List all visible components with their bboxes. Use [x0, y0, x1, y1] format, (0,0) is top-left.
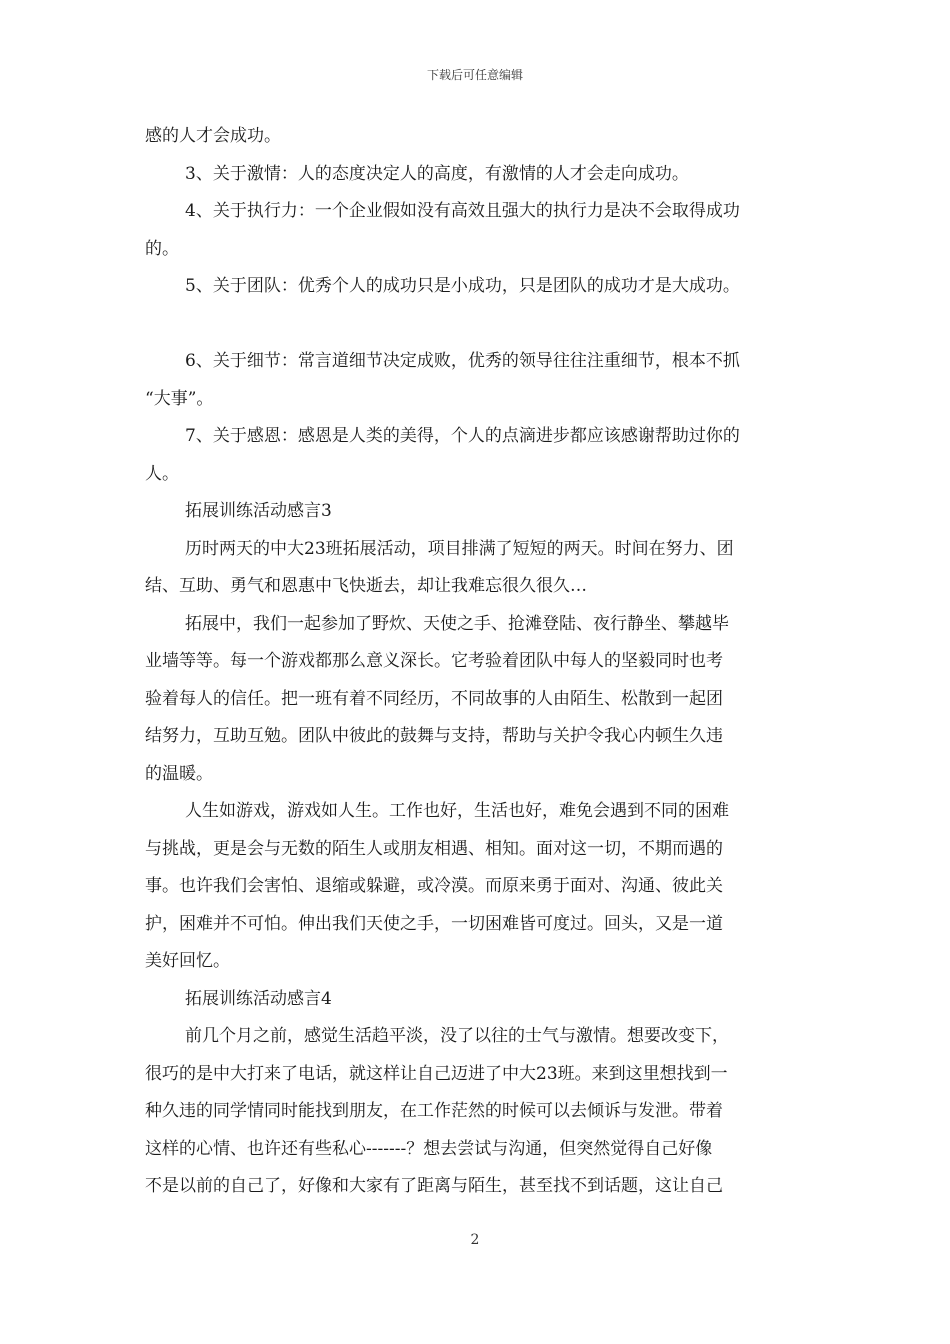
- section-heading: 拓展训练活动感言4: [185, 988, 332, 1009]
- text-line: 前几个月之前，感觉生活趋平淡，没了以往的士气与激情。想要改变下，: [185, 1026, 729, 1046]
- text-line: 的。: [145, 238, 179, 259]
- text-line: 不是以前的自己了，好像和大家有了距离与陌生，甚至找不到话题，这让自己: [145, 1176, 723, 1196]
- text-line: 与挑战，更是会与无数的陌生人或朋友相遇、相知。面对这一切，不期而遇的: [145, 838, 723, 859]
- text-line: 3、关于激情：人的态度决定人的高度，有激情的人才会走向成功。: [185, 163, 689, 184]
- text-line: 护，困难并不可怕。伸出我们天使之手，一切困难皆可度过。回头，又是一道: [145, 913, 723, 934]
- text-line: 的温暖。: [145, 763, 213, 784]
- section-heading: 拓展训练活动感言3: [185, 501, 332, 521]
- blank-line: [145, 306, 807, 344]
- text-line: 5、关于团队：优秀个人的成功只是小成功，只是团队的成功才是大成功。: [185, 276, 740, 296]
- text-line: 事。也许我们会害怕、退缩或躲避，或冷漠。而原来勇于面对、沟通、彼此关: [145, 876, 723, 896]
- page-header: 下载后可任意编辑: [426, 68, 523, 82]
- text-line: 很巧的是中大打来了电话，就这样让自己迈进了中大23班。来到这里想找到一: [145, 1063, 728, 1084]
- text-line: 4、关于执行力：一个企业假如没有高效且强大的执行力是决不会取得成功: [185, 201, 740, 221]
- text-line: 人生如游戏，游戏如人生。工作也好，生活也好，难免会遇到不同的困难: [185, 801, 729, 821]
- text-line: 美好回忆。: [145, 951, 230, 971]
- text-line: 这样的心情、也许还有些私心-------？想去尝试与沟通，但突然觉得自己好像: [145, 1138, 713, 1159]
- text-line: 验着每人的信任。把一班有着不同经历，不同故事的人由陌生、松散到一起团: [145, 688, 723, 709]
- text-line: 种久违的同学情同时能找到朋友，在工作茫然的时候可以去倾诉与发泄。带着: [145, 1101, 723, 1121]
- text-line: “大事”。: [145, 388, 214, 409]
- text-line: 业墙等等。每一个游戏都那么意义深长。它考验着团队中每人的坚毅同时也考: [145, 651, 723, 671]
- text-line: 6、关于细节：常言道细节决定成败，优秀的领导往往注重细节，根本不抓: [185, 351, 740, 371]
- page-number: 2: [470, 1232, 480, 1248]
- text-line: 感的人才会成功。: [145, 126, 281, 146]
- text-line: 历时两天的中大23班拓展活动，项目排满了短短的两天。时间在努力、团: [185, 538, 734, 559]
- text-line: 7、关于感恩：感恩是人类的美得，个人的点滴进步都应该感谢帮助过你的: [185, 426, 740, 446]
- text-line: 拓展中，我们一起参加了野炊、天使之手、抢滩登陆、夜行静坐、攀越毕: [185, 613, 729, 634]
- document-body: [145, 118, 807, 1206]
- text-line: 结、互助、勇气和恩惠中飞快逝去，却让我难忘很久很久…: [145, 576, 587, 596]
- text-line: 结努力，互助互勉。团队中彼此的鼓舞与支持，帮助与关护令我心内顿生久违: [145, 726, 723, 746]
- text-line: 人。: [145, 463, 179, 484]
